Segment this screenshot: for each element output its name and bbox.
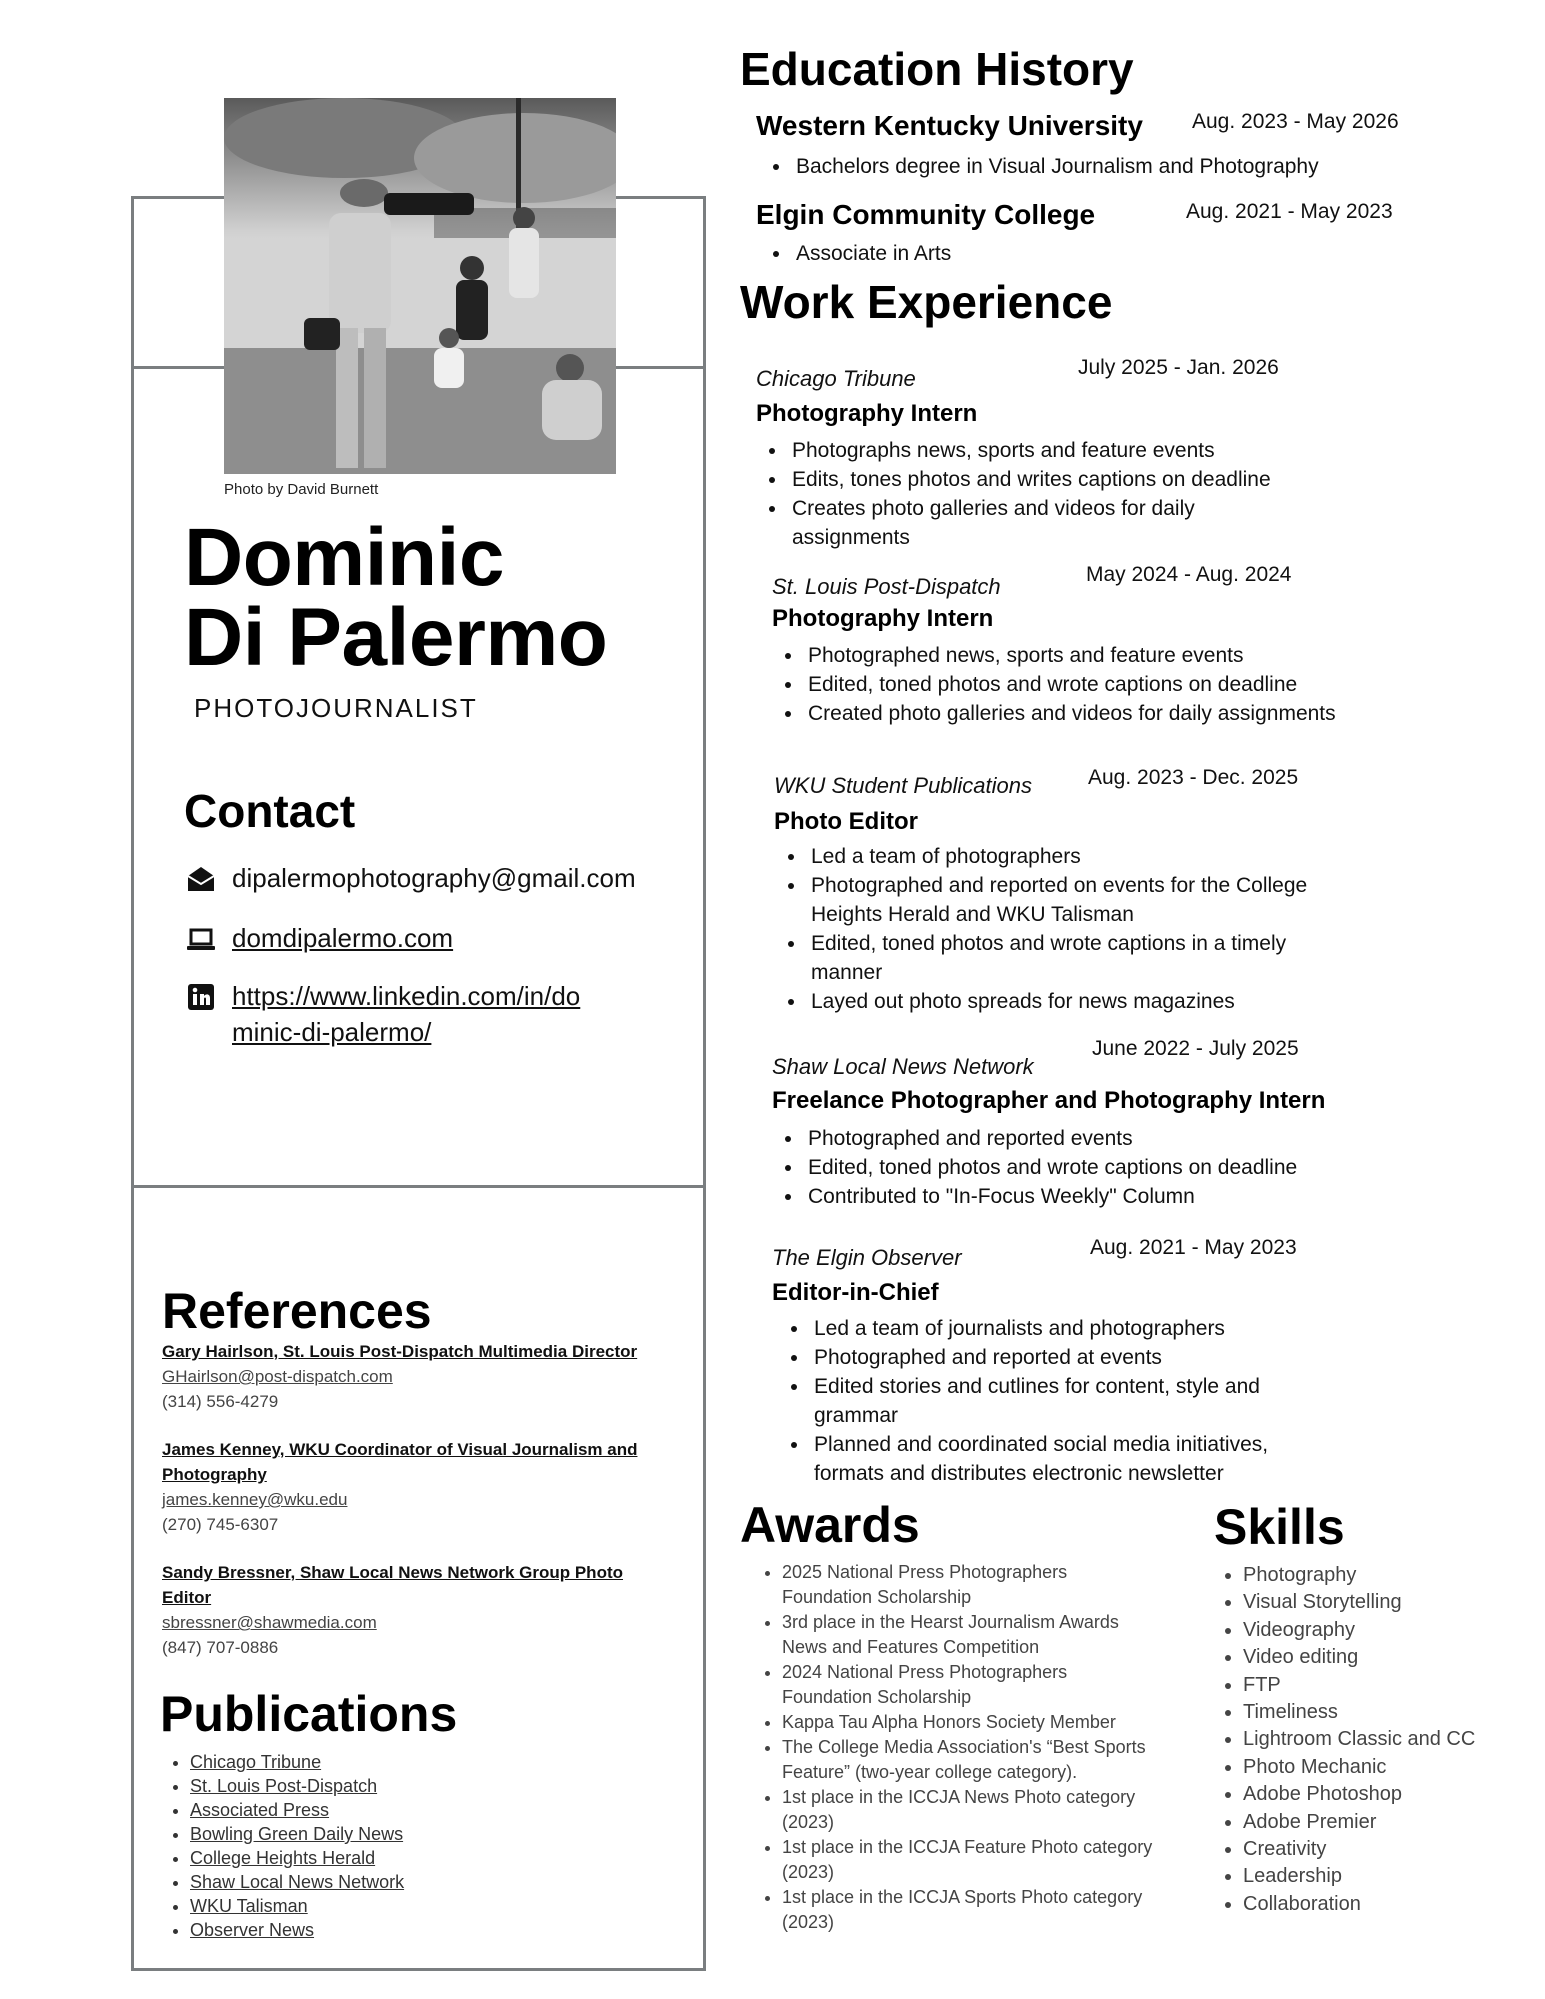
- contact-linkedin-link[interactable]: [232, 978, 580, 1050]
- publication-item[interactable]: • College Heights Herald: [190, 1846, 404, 1870]
- reference-name-cont: Editor: [162, 1588, 212, 1607]
- job-dates: Aug. 2023 - Dec. 2025: [1088, 766, 1299, 789]
- job-bullet: • Edited, toned photos and wrote captions on deadline: [804, 1153, 1297, 1182]
- reference-name-cont: Photography: [162, 1465, 267, 1484]
- job-bullet: • Photographed and reported events: [804, 1124, 1297, 1153]
- job-organization: Shaw Local News Network: [772, 1054, 1034, 1079]
- job-dates: May 2024 - Aug. 2024: [1086, 563, 1292, 586]
- skill-item: • Leadership: [1243, 1863, 1475, 1890]
- award-item: • 3rd place in the Hearst Journalism Awards News and Features Competition: [782, 1610, 1165, 1660]
- job-bullets: [780, 1124, 1297, 1211]
- job-bullets: [783, 842, 1307, 1016]
- job-bullet: assignments: [792, 526, 910, 549]
- contact-website-row[interactable]: [186, 920, 453, 956]
- education-detail: • Associate in Arts: [792, 239, 951, 268]
- job-dates: June 2022 - July 2025: [1092, 1037, 1299, 1060]
- education-heading: Education History: [740, 43, 1134, 95]
- contact-heading: Contact: [184, 785, 356, 837]
- awards-list: [760, 1560, 1165, 1935]
- skills-heading: Skills: [1214, 1499, 1345, 1555]
- education-school: Elgin Community College: [756, 199, 1096, 230]
- job-bullet: • Photographs news, sports and feature events: [788, 436, 1271, 465]
- job-bullet: • Photographed news, sports and feature events: [804, 641, 1336, 670]
- job-organization: Chicago Tribune: [756, 366, 916, 391]
- award-item: • 1st place in the ICCJA Feature Photo category (2023): [782, 1835, 1165, 1885]
- publication-item[interactable]: • Observer News: [190, 1918, 404, 1942]
- award-item: • Kappa Tau Alpha Honors Society Member: [782, 1710, 1165, 1735]
- job-bullet: • Creates photo galleries and videos for daily: [788, 494, 1271, 523]
- education-details: [768, 152, 1319, 181]
- contact-linkedin-row[interactable]: [186, 978, 580, 1050]
- job-title: Freelance Photographer and Photography Intern: [772, 1087, 1326, 1114]
- job-title: Photo Editor: [774, 808, 918, 835]
- job-bullet: Heights Herald and WKU Talisman: [811, 903, 1134, 926]
- laptop-icon: [186, 924, 216, 954]
- job-bullets: [764, 436, 1271, 552]
- contact-email[interactable]: dipalermophotography@gmail.com: [232, 863, 636, 893]
- job-bullet: • Edited stories and cutlines for content, style and: [810, 1372, 1268, 1401]
- job-dates: Aug. 2021 - May 2023: [1090, 1236, 1297, 1259]
- reference-name: James Kenney, WKU Coordinator of Visual Journalism and: [162, 1440, 638, 1459]
- skill-item: • Visual Storytelling: [1243, 1589, 1475, 1616]
- publication-item[interactable]: • Associated Press: [190, 1798, 404, 1822]
- name-last: Di Palermo: [184, 592, 608, 683]
- skill-item: • Video editing: [1243, 1644, 1475, 1671]
- award-item: • 2025 National Press Photographers Foundation Scholarship: [782, 1560, 1165, 1610]
- job-bullet: • Contributed to "In-Focus Weekly" Column: [804, 1182, 1297, 1211]
- skills-list: [1243, 1562, 1475, 1918]
- award-item: • 1st place in the ICCJA Sports Photo category (2023): [782, 1885, 1165, 1935]
- name-first: Dominic: [184, 512, 504, 603]
- profile-photo: [224, 98, 616, 474]
- job-title: Photography Intern: [756, 400, 978, 427]
- publications-heading: Publications: [160, 1686, 458, 1742]
- job-title: Photography Intern: [772, 605, 994, 632]
- skill-item: • Photography: [1243, 1562, 1475, 1589]
- education-dates: Aug. 2021 - May 2023: [1186, 200, 1393, 223]
- job-bullet: manner: [811, 961, 883, 984]
- work-heading: Work Experience: [740, 276, 1113, 328]
- envelope-icon: [186, 864, 216, 894]
- job-organization: St. Louis Post-Dispatch: [772, 574, 1001, 599]
- job-bullet: • Led a team of journalists and photographers: [810, 1314, 1268, 1343]
- job-organization: The Elgin Observer: [772, 1245, 962, 1270]
- education-details: [768, 239, 951, 268]
- contact-email-row[interactable]: [186, 860, 636, 896]
- job-bullet: • Layed out photo spreads for news magazines: [807, 987, 1307, 1016]
- job-bullet: formats and distributes electronic newsletter: [814, 1462, 1224, 1485]
- frame-middle: [131, 366, 706, 1188]
- full-name: [184, 512, 608, 683]
- reference-phone: (847) 707-0886: [162, 1638, 279, 1657]
- linkedin-line-2[interactable]: minic-di-palermo/: [232, 1017, 432, 1047]
- award-item: • 1st place in the ICCJA News Photo category (2023): [782, 1785, 1165, 1835]
- education-school: Western Kentucky University: [756, 110, 1143, 141]
- skill-item: • Lightroom Classic and CC: [1243, 1726, 1475, 1753]
- publications-list: [190, 1750, 404, 1942]
- linkedin-line-1[interactable]: https://www.linkedin.com/in/do: [232, 981, 581, 1011]
- job-bullet: • Photographed and reported at events: [810, 1343, 1268, 1372]
- publication-item[interactable]: • WKU Talisman: [190, 1894, 404, 1918]
- references-heading: References: [162, 1283, 432, 1339]
- education-dates: Aug. 2023 - May 2026: [1192, 110, 1399, 133]
- photo-credit: Photo by David Burnett: [224, 481, 379, 498]
- publication-item[interactable]: • Chicago Tribune: [190, 1750, 404, 1774]
- job-dates: July 2025 - Jan. 2026: [1078, 356, 1279, 379]
- skill-item: • Videography: [1243, 1617, 1475, 1644]
- job-bullet: • Edits, tones photos and writes captions on deadline: [788, 465, 1271, 494]
- reference-phone: (314) 556-4279: [162, 1392, 279, 1411]
- job-bullet: • Planned and coordinated social media initiatives,: [810, 1430, 1268, 1459]
- job-bullet: • Edited, toned photos and wrote captions on deadline: [804, 670, 1336, 699]
- reference-item: [162, 1437, 702, 1537]
- job-bullet: • Photographed and reported on events for the College: [807, 871, 1307, 900]
- job-organization: WKU Student Publications: [774, 773, 1033, 798]
- skill-item: • Creativity: [1243, 1836, 1475, 1863]
- skill-item: • Collaboration: [1243, 1891, 1475, 1918]
- job-role: PHOTOJOURNALIST: [194, 693, 478, 723]
- reference-item: [162, 1560, 702, 1660]
- publication-item[interactable]: • St. Louis Post-Dispatch: [190, 1774, 404, 1798]
- publication-item[interactable]: • Shaw Local News Network: [190, 1870, 404, 1894]
- reference-email[interactable]: sbressner@shawmedia.com: [162, 1613, 377, 1632]
- skill-item: • FTP: [1243, 1672, 1475, 1699]
- reference-email[interactable]: GHairlson@post-dispatch.com: [162, 1367, 393, 1386]
- award-item: • 2024 National Press Photographers Foundation Scholarship: [782, 1660, 1165, 1710]
- skill-item: • Photo Mechanic: [1243, 1754, 1475, 1781]
- job-title: Editor-in-Chief: [772, 1279, 939, 1306]
- skill-item: • Adobe Photoshop: [1243, 1781, 1475, 1808]
- job-bullet: • Led a team of photographers: [807, 842, 1307, 871]
- skill-item: • Timeliness: [1243, 1699, 1475, 1726]
- reference-name: Sandy Bressner, Shaw Local News Network Group Photo: [162, 1563, 624, 1582]
- reference-email[interactable]: james.kenney@wku.edu: [162, 1490, 348, 1509]
- job-bullets: [786, 1314, 1268, 1488]
- skill-item: • Adobe Premier: [1243, 1809, 1475, 1836]
- linkedin-icon: [186, 982, 216, 1012]
- contact-website-link[interactable]: domdipalermo.com: [232, 923, 454, 953]
- award-item: • The College Media Association's “Best Sports Feature” (two-year college category).: [782, 1735, 1165, 1785]
- job-bullet: grammar: [814, 1404, 899, 1427]
- reference-name: Gary Hairlson, St. Louis Post-Dispatch Multimedia Director: [162, 1342, 638, 1361]
- job-bullet: • Created photo galleries and videos for daily assignments: [804, 699, 1336, 728]
- awards-heading: Awards: [740, 1497, 920, 1553]
- reference-item: [162, 1339, 702, 1414]
- reference-phone: (270) 745-6307: [162, 1515, 279, 1534]
- publication-item[interactable]: • Bowling Green Daily News: [190, 1822, 404, 1846]
- job-bullets: [780, 641, 1336, 728]
- education-detail: • Bachelors degree in Visual Journalism and Photography: [792, 152, 1319, 181]
- job-bullet: • Edited, toned photos and wrote captions in a timely: [807, 929, 1307, 958]
